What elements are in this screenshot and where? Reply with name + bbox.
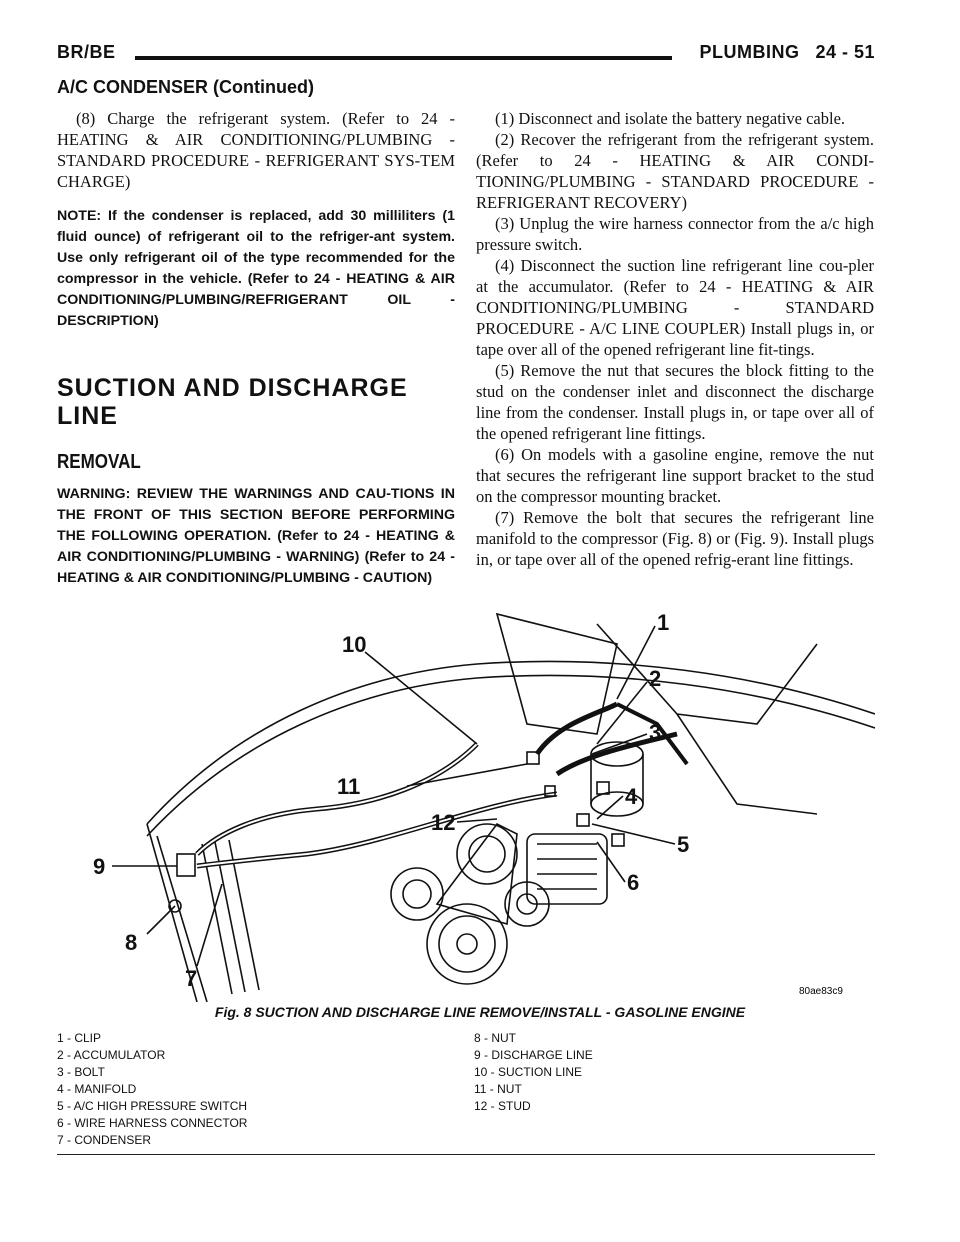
header-section: PLUMBING xyxy=(699,42,800,62)
legend-item: 3 - BOLT xyxy=(57,1065,105,1079)
figure-id: 80ae83c9 xyxy=(799,986,843,997)
callout-8: 8 xyxy=(125,930,138,955)
left-column xyxy=(57,108,455,589)
legend-item: 1 - CLIP xyxy=(57,1031,102,1045)
callout-5: 5 xyxy=(677,832,690,857)
legend-item: 7 - CONDENSER xyxy=(57,1133,152,1147)
header-rule xyxy=(135,56,672,60)
right-column xyxy=(476,108,874,570)
page-header xyxy=(57,42,875,72)
callout-1: 1 xyxy=(657,610,670,635)
legend-item: 5 - A/C HIGH PRESSURE SWITCH xyxy=(57,1099,248,1113)
step-1: (1) Disconnect and isolate the battery negative cable. xyxy=(495,109,846,128)
subsection-title: REMOVAL xyxy=(57,451,141,473)
callout-4: 4 xyxy=(625,784,638,809)
header-page-number: 24 - 51 xyxy=(815,42,875,62)
callout-12: 12 xyxy=(431,810,456,835)
legend-right xyxy=(474,1030,593,1115)
legend-item: 4 - MANIFOLD xyxy=(57,1082,137,1096)
callout-9: 9 xyxy=(93,854,106,879)
callout-2: 2 xyxy=(649,666,662,691)
callout-6: 6 xyxy=(627,870,640,895)
callout-7: 7 xyxy=(185,966,198,991)
engine-illustration xyxy=(57,604,875,1002)
step-8: (8) Charge the refrigerant system. (Refer to 24 - HEATING & AIR CONDITIONING/PLUMBING - STANDARD PROCEDURE - REFRIGERANT SYS-TEM CHARGE) xyxy=(57,109,455,191)
legend-item: 8 - NUT xyxy=(474,1031,516,1045)
warning-block: WARNING: REVIEW THE WARNINGS AND CAU-TIONS IN THE FRONT OF THIS SECTION BEFORE PERFORMING THE FOLLOWING OPERATION. (Refer to 24 - HEATING & AIR CONDITIONING/PLUMBING - WARNING) (Refer to 24 - HEATING & AIR CONDITIONING/PLUMBING - CAUTION) xyxy=(57,486,455,586)
step-5: (5) Remove the nut that secures the block fitting to the stud on the condenser inlet and disconnect the discharge line from the condenser. Install plugs in, or tape over all of the opened refrigerant line fittings. xyxy=(476,361,874,443)
callout-10: 10 xyxy=(342,632,367,657)
legend-item: 2 - ACCUMULATOR xyxy=(57,1048,166,1062)
legend-item: 10 - SUCTION LINE xyxy=(474,1065,583,1079)
legend-left xyxy=(57,1030,247,1149)
continued-heading: A/C CONDENSER (Continued) xyxy=(57,77,314,97)
legend-item: 11 - NUT xyxy=(474,1082,522,1096)
header-section-page xyxy=(699,42,875,63)
callout-11: 11 xyxy=(337,774,361,799)
bottom-rule xyxy=(57,1154,875,1155)
step-7: (7) Remove the bolt that secures the refrigerant line manifold to the compressor (Fig. 8) or (Fig. 9). Install plugs in, or tape over all of the opened refrig-erant line fittings. xyxy=(476,508,874,569)
step-3: (3) Unplug the wire harness connector from the a/c high pressure switch. xyxy=(476,214,874,254)
section-title: SUCTION AND DISCHARGE LINE xyxy=(57,374,408,430)
figure-8-illustration xyxy=(57,604,875,1002)
callout-3: 3 xyxy=(649,720,662,745)
note-block: NOTE: If the condenser is replaced, add 30 milliliters (1 fluid ounce) of refrigerant oil to the refriger-ant system. Use only refrigerant oil of the type recommended for the compressor in the vehicle. (Refer to 24 - HEATING & AIR CONDITIONING/PLUMBING/REFRIGERANT OIL - DESCRIPTION) xyxy=(57,208,455,329)
legend-item: 9 - DISCHARGE LINE xyxy=(474,1048,593,1062)
legend-item: 12 - STUD xyxy=(474,1099,531,1113)
header-model: BR/BE xyxy=(57,42,116,62)
legend-item: 6 - WIRE HARNESS CONNECTOR xyxy=(57,1116,248,1130)
step-6: (6) On models with a gasoline engine, remove the nut that secures the refrigerant line support bracket to the stud on the compressor mounting bracket. xyxy=(476,445,874,506)
figure-caption: Fig. 8 SUCTION AND DISCHARGE LINE REMOVE/INSTALL - GASOLINE ENGINE xyxy=(214,1004,746,1020)
step-2: (2) Recover the refrigerant from the refrigerant system. (Refer to 24 - HEATING & AIR CONDI-TIONING/PLUMBING - STANDARD PROCEDURE - REFRIGERANT RECOVERY) xyxy=(476,130,874,212)
step-4: (4) Disconnect the suction line refrigerant line cou-pler at the accumulator. (Refer to 24 - HEATING & AIR CONDITIONING/PLUMBING - STANDARD PROCEDURE - A/C LINE COUPLER) Install plugs in, or tape over all of the opened refrigerant line fit-tings. xyxy=(476,256,874,359)
